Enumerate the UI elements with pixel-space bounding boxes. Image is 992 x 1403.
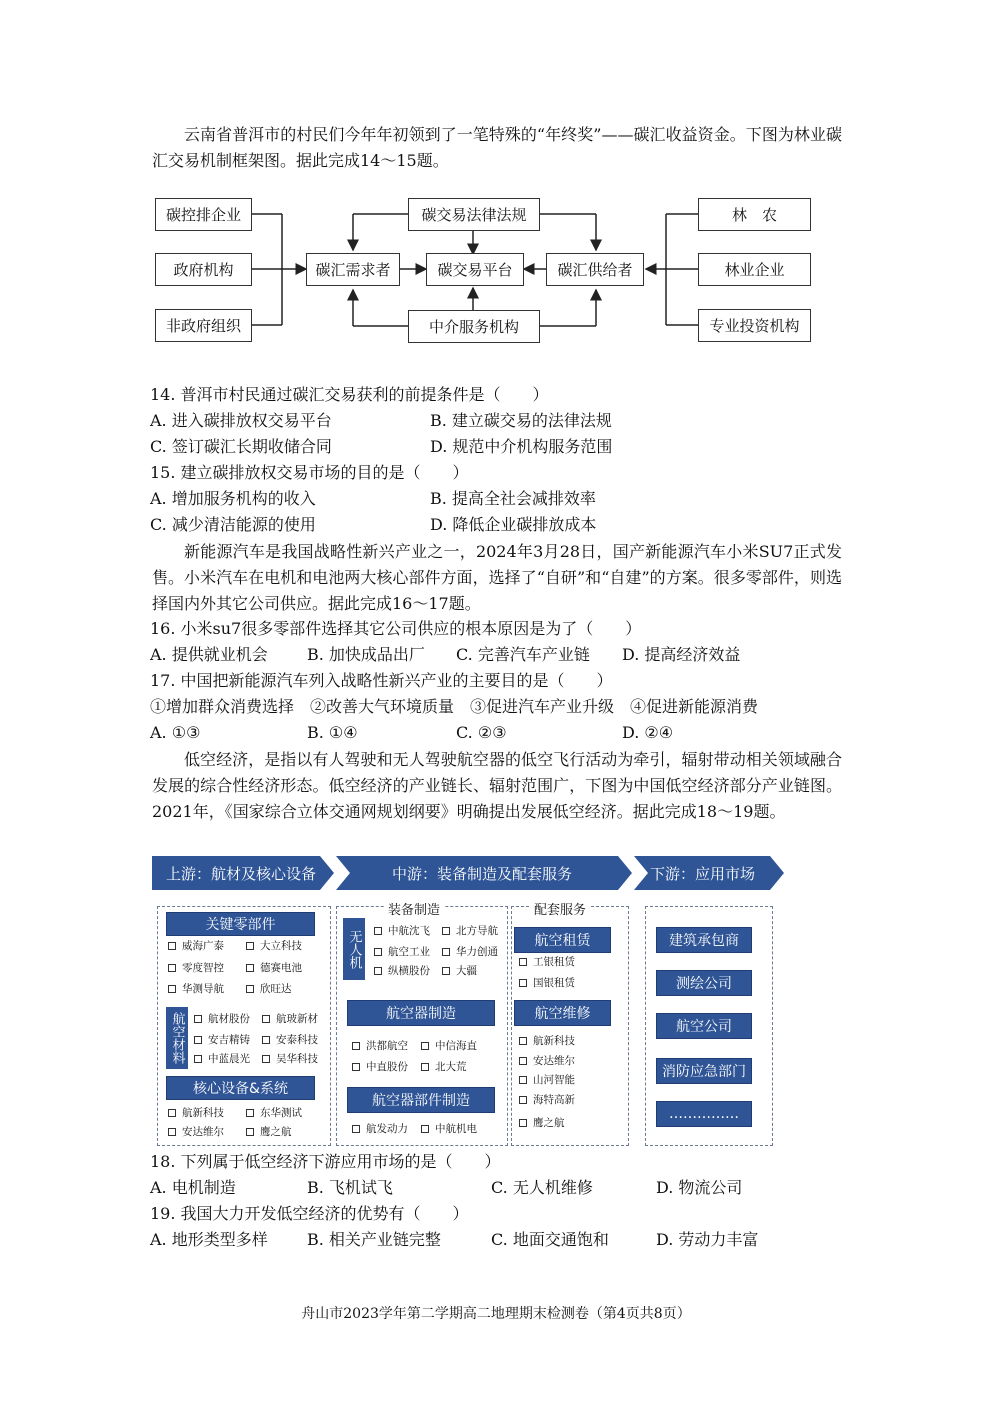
page-footer: 舟山市2023学年第二学期高二地理期末检测卷（第4页共8页） <box>301 1306 691 1322</box>
company: 山河智能 <box>519 1073 575 1087</box>
market-item: 测绘公司 <box>656 970 752 996</box>
q18-option-b: B. 飞机试飞 <box>307 1178 393 1197</box>
core-equipment-header: 核心设备&系统 <box>166 1076 315 1100</box>
company: 航新科技 <box>168 1106 224 1120</box>
flow-box-law: 碳交易法律法规 <box>408 198 540 231</box>
flow-box-ngo: 非政府组织 <box>155 309 252 342</box>
q17-stem: 17. 中国把新能源汽车列入战略性新兴产业的主要目的是（ ） <box>150 671 613 690</box>
company: 纵横股份 <box>374 964 430 978</box>
flow-box-government: 政府机构 <box>155 253 252 286</box>
company: 中航机电 <box>421 1122 477 1136</box>
aircraft-parts-header: 航空器部件制造 <box>347 1087 495 1113</box>
q19-option-c: C. 地面交通饱和 <box>491 1230 609 1249</box>
company: 东华测试 <box>246 1106 302 1120</box>
repair-header: 航空维修 <box>514 1000 611 1026</box>
q15-option-d: D. 降低企业碳排放成本 <box>430 515 597 534</box>
company: 海特高新 <box>519 1093 575 1107</box>
flow-box-platform: 碳交易平台 <box>426 253 524 286</box>
flow-box-investment: 专业投资机构 <box>698 309 811 342</box>
company: 华力创通 <box>442 945 498 959</box>
q16-option-c: C. 完善汽车产业链 <box>456 645 590 664</box>
company: 安泰科技 <box>262 1033 318 1047</box>
company: 航新科技 <box>519 1034 575 1048</box>
flow-box-demand: 碳汇需求者 <box>306 253 400 286</box>
q19-option-b: B. 相关产业链完整 <box>307 1230 441 1249</box>
flow-box-intermediary: 中介服务机构 <box>408 310 540 343</box>
company: 航空工业 <box>374 945 430 959</box>
q18-option-c: C. 无人机维修 <box>491 1178 593 1197</box>
intro-paragraph-ev: 新能源汽车是我国战略性新兴产业之一，2024年3月28日，国产新能源汽车小米SU7正式发售。小米汽车在电机和电池两大核心部件方面，选择了“自研”和“自建”的方案。很多零部件，则选择国内外其它公司供应。据此完成16～17题。 <box>152 542 842 613</box>
flow-box-supply: 碳汇供给者 <box>546 253 644 286</box>
leasing-header: 航空租赁 <box>514 927 611 953</box>
q14-option-c: C. 签订碳汇长期收储合同 <box>150 437 332 456</box>
q15-stem: 15. 建立碳排放权交易市场的目的是（ ） <box>150 463 469 482</box>
q17-option-c: C. ②③ <box>456 723 507 742</box>
company: 中航沈飞 <box>374 924 430 938</box>
company: 德赛电池 <box>246 961 302 975</box>
q16-stem: 16. 小米su7很多零部件选择其它公司供应的根本原因是为了（ ） <box>150 619 642 638</box>
q17-option-d: D. ②④ <box>622 723 674 742</box>
chain-midstream: 中游：装备制造及配套服务 <box>392 864 573 883</box>
q19-option-d: D. 劳动力丰富 <box>656 1230 759 1249</box>
company: 吴华科技 <box>262 1052 318 1066</box>
company: 航材股份 <box>194 1012 250 1026</box>
q16-option-a: A. 提供就业机会 <box>150 645 268 664</box>
q14-option-b: B. 建立碳交易的法律法规 <box>430 411 612 430</box>
chain-downstream: 下游：应用市场 <box>650 864 756 883</box>
q18-option-a: A. 电机制造 <box>150 1178 236 1197</box>
uav-header: 无人机 <box>343 918 365 980</box>
q19-stem: 19. 我国大力开发低空经济的优势有（ ） <box>150 1204 469 1223</box>
q16-option-b: B. 加快成品出厂 <box>307 645 425 664</box>
market-item: 建筑承包商 <box>656 927 752 953</box>
material-header: 航空材料 <box>166 1007 188 1069</box>
intro-paragraph-carbon: 云南省普洱市的村民们今年年初领到了一笔特殊的“年终奖”——碳汇收益资金。下图为林业碳汇交易机制框架图。据此完成14～15题。 <box>152 125 842 170</box>
company: 北大荒 <box>421 1060 467 1074</box>
key-parts-header: 关键零部件 <box>166 912 315 936</box>
company: 大疆 <box>442 964 477 978</box>
q14-stem: 14. 普洱市村民通过碳汇交易获利的前提条件是（ ） <box>150 385 549 404</box>
q16-option-d: D. 提高经济效益 <box>622 645 741 664</box>
flow-arrows <box>0 0 992 360</box>
q17-option-b: B. ①④ <box>307 723 358 742</box>
company: 威海广泰 <box>168 939 224 953</box>
service-title: 配套服务 <box>530 899 590 918</box>
q17-option-a: A. ①③ <box>150 723 201 742</box>
q17-items: ①增加群众消费选择 ②改善大气环境质量 ③促进汽车产业升级 ④促进新能源消费 <box>150 697 759 716</box>
market-item: 消防应急部门 <box>656 1058 752 1084</box>
company: 中蓝晨光 <box>194 1052 250 1066</box>
q15-option-b: B. 提高全社会减排效率 <box>430 489 596 508</box>
flow-box-emission-enterprise: 碳控排企业 <box>155 198 252 231</box>
q18-stem: 18. 下列属于低空经济下游应用市场的是（ ） <box>150 1152 501 1171</box>
company: 大立科技 <box>246 939 302 953</box>
chain-upstream: 上游：航材及核心设备 <box>166 864 317 883</box>
company: 安达维尔 <box>168 1125 224 1139</box>
flow-box-farmers: 林 农 <box>698 198 811 231</box>
q15-option-a: A. 增加服务机构的收入 <box>150 489 316 508</box>
q19-option-a: A. 地形类型多样 <box>150 1230 268 1249</box>
company: 北方导航 <box>442 924 498 938</box>
company: 安吉精铸 <box>194 1033 250 1047</box>
q18-option-d: D. 物流公司 <box>656 1178 743 1197</box>
company: 华测导航 <box>168 982 224 996</box>
company: 航玻新材 <box>262 1012 318 1026</box>
q14-option-a: A. 进入碳排放权交易平台 <box>150 411 332 430</box>
q14-option-d: D. 规范中介机构服务范围 <box>430 437 613 456</box>
intro-paragraph-low-altitude: 低空经济，是指以有人驾驶和无人驾驶航空器的低空飞行活动为牵引，辐射带动相关领域融合发展的综合性经济形态。低空经济的产业链长、辐射范围广，下图为中国低空经济部分产业链图。2021年，《国家综合立体交通网规划纲要》明确提出发展低空经济。据此完成18～19题。 <box>152 750 842 821</box>
company: 中信海直 <box>421 1039 477 1053</box>
market-item: 航空公司 <box>656 1013 752 1039</box>
aircraft-manufacturing-header: 航空器制造 <box>347 1000 495 1026</box>
company: 鹰之航 <box>246 1125 292 1139</box>
company: 航发动力 <box>352 1122 408 1136</box>
company: 中直股份 <box>352 1060 408 1074</box>
company: 洪都航空 <box>352 1039 408 1053</box>
equipment-title: 装备制造 <box>384 899 444 918</box>
company: 欣旺达 <box>246 982 292 996</box>
q15-option-c: C. 减少清洁能源的使用 <box>150 515 316 534</box>
flow-box-forestry-enterprise: 林业企业 <box>698 253 811 286</box>
market-item: …………… <box>656 1101 752 1127</box>
company: 鹰之航 <box>519 1116 565 1130</box>
company: 零度智控 <box>168 961 224 975</box>
company: 安达维尔 <box>519 1054 575 1068</box>
company: 工银租赁 <box>519 955 575 969</box>
company: 国银租赁 <box>519 976 575 990</box>
